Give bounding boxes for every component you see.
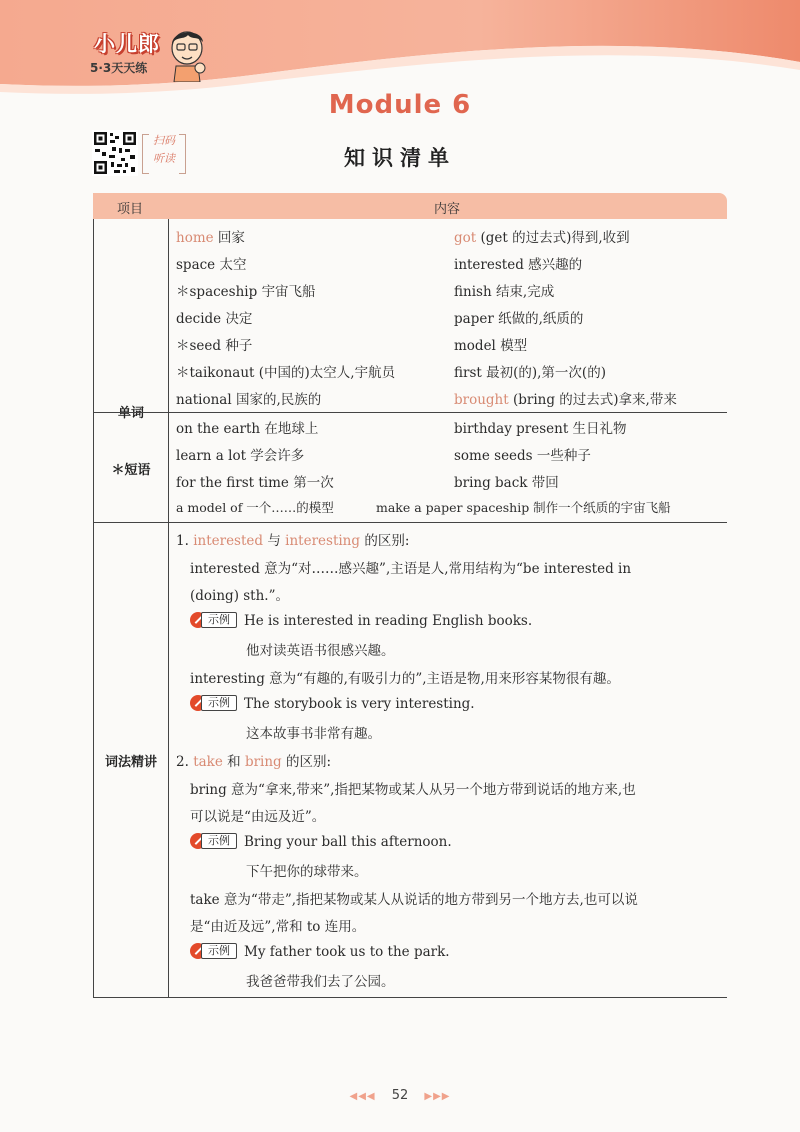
explanation-line: interesting 意为“有趣的,有吸引力的”,主语是物,用来形容某物很有趣。 [190, 671, 620, 687]
example-badge-label: 示例 [201, 833, 237, 849]
word-item [176, 226, 245, 246]
word-zh: 纸做的,纸质的 [498, 311, 584, 327]
phrase-item: on the earth 在地球上 [176, 421, 319, 437]
example-en: Bring your ball this afternoon. [244, 834, 452, 850]
module-title: Module 6 [328, 90, 472, 120]
word-item [454, 388, 677, 408]
phrase-item: learn a lot 学会许多 [176, 448, 305, 464]
word-en: brought [454, 392, 509, 408]
example-line [190, 833, 452, 850]
phrase-item: bring back 带回 [454, 475, 559, 491]
word-item [454, 361, 606, 381]
knowledge-table [93, 193, 727, 998]
word-zh: 最初(的),第一次(的) [486, 365, 606, 381]
word-zh: 感兴趣的 [528, 257, 583, 273]
word-item [454, 307, 583, 327]
explanation-line: interested 意为“对……感兴趣”,主语是人,常用结构为“be interested in [190, 561, 632, 577]
page-footer [0, 1088, 800, 1103]
word-zh: (中国的)太空人,宇航员 [258, 365, 396, 381]
example-badge [190, 943, 240, 959]
word-zh: 种子 [225, 338, 253, 354]
example-line [190, 943, 450, 960]
brand-series: 5·3天天练 [90, 61, 148, 75]
point-word: interesting [285, 533, 361, 549]
category-grammar: 词法精讲 [94, 523, 169, 998]
example-en: He is interested in reading English books. [244, 613, 533, 629]
point-tail: 的区别: [364, 533, 410, 549]
grammar-point-2 [176, 750, 331, 770]
word-en: interested [454, 257, 524, 273]
word-item [176, 388, 321, 408]
point-word: bring [244, 754, 282, 770]
point-word: interested [193, 533, 264, 549]
category-words: 单词 [94, 219, 169, 604]
phrase-item: for the first time 第一次 [176, 475, 334, 491]
phrase-item: make a paper spaceship 制作一个纸质的宇宙飞船 [376, 500, 671, 515]
point-connector: 与 [267, 533, 281, 549]
word-en: national [176, 392, 232, 408]
phrases-row [94, 412, 727, 523]
word-item [176, 361, 395, 381]
word-zh: (get 的过去式)得到,收到 [480, 230, 630, 246]
word-zh: 太空 [219, 257, 247, 273]
word-en: decide [176, 311, 222, 327]
word-item [176, 280, 316, 300]
word-zh: 宇宙飞船 [261, 284, 316, 300]
header-item: 项目 [116, 202, 143, 217]
word-item [454, 334, 527, 354]
example-en: My father took us to the park. [244, 944, 450, 960]
section-title: 知识清单 [344, 146, 456, 170]
point-number: 2. [176, 754, 189, 770]
mascot-boy-icon [162, 24, 212, 82]
phrase-item: some seeds 一些种子 [454, 448, 591, 464]
word-en: ＊taikonaut [176, 365, 255, 381]
explanation-line: bring 意为“拿来,带来”,指把某物或某人从另一个地方带到说话的地方来,也 [190, 782, 636, 798]
prev-arrows-icon: ◀◀◀ [349, 1091, 376, 1102]
brand-name: 小儿郎 [94, 32, 160, 56]
word-en: space [176, 257, 216, 273]
phrase-item: a model of 一个……的模型 [176, 500, 334, 515]
grammar-point-1 [176, 529, 409, 549]
example-zh: 下午把你的球带来。 [246, 864, 368, 880]
word-en: ＊spaceship [176, 284, 258, 300]
grammar-row [94, 522, 727, 998]
example-badge [190, 833, 240, 849]
explanation-line: take 意为“带走”,指把某物或某人从说话的地方带到另一个地方去,也可以说 [190, 892, 638, 908]
page-number: 52 [391, 1088, 409, 1103]
next-arrows-icon: ▶▶▶ [424, 1091, 451, 1102]
point-word: take [193, 754, 223, 770]
word-en: model [454, 338, 496, 354]
table-header [93, 193, 728, 219]
example-line [190, 612, 532, 629]
word-en: first [454, 365, 482, 381]
word-item [454, 280, 554, 300]
word-zh: 模型 [500, 338, 528, 354]
point-number: 1. [176, 533, 189, 549]
explanation-line: 是“由近及远”,常和 to 连用。 [190, 919, 366, 935]
example-en: The storybook is very interesting. [244, 696, 475, 712]
example-zh: 这本故事书非常有趣。 [246, 726, 381, 742]
word-zh: (bring 的过去式)拿来,带来 [512, 392, 677, 408]
brand-logo [84, 24, 234, 84]
example-badge-label: 示例 [201, 695, 237, 711]
point-tail: 的区别: [285, 754, 332, 770]
example-badge [190, 695, 240, 711]
example-badge-label: 示例 [201, 612, 237, 628]
word-zh: 结束,完成 [495, 284, 555, 300]
example-zh: 我爸爸带我们去了公园。 [246, 974, 395, 990]
example-line [190, 695, 475, 712]
scan-label-line1: 扫码 [153, 134, 175, 147]
example-badge [190, 612, 240, 628]
word-zh: 决定 [225, 311, 253, 327]
word-en: ＊seed [176, 338, 222, 354]
word-item [176, 307, 252, 327]
word-en: got [454, 230, 477, 246]
example-badge-label: 示例 [201, 943, 237, 959]
word-en: finish [454, 284, 492, 300]
word-en: paper [454, 311, 494, 327]
explanation-line: 可以说是“由远及近”。 [190, 809, 326, 825]
word-en: home [176, 230, 214, 246]
word-zh: 国家的,民族的 [235, 392, 322, 408]
word-item [454, 226, 630, 246]
category-phrases: ＊短语 [94, 413, 169, 523]
header-content: 内容 [433, 202, 460, 217]
phrase-item: birthday present 生日礼物 [454, 421, 627, 437]
scan-label-line2: 听读 [153, 152, 175, 165]
word-zh: 回家 [217, 230, 245, 246]
word-item [176, 253, 246, 273]
word-item [454, 253, 582, 273]
word-item [176, 334, 252, 354]
explanation-line: (doing) sth.”。 [190, 588, 289, 604]
example-zh: 他对读英语书很感兴趣。 [246, 643, 395, 659]
point-connector: 和 [227, 754, 241, 770]
